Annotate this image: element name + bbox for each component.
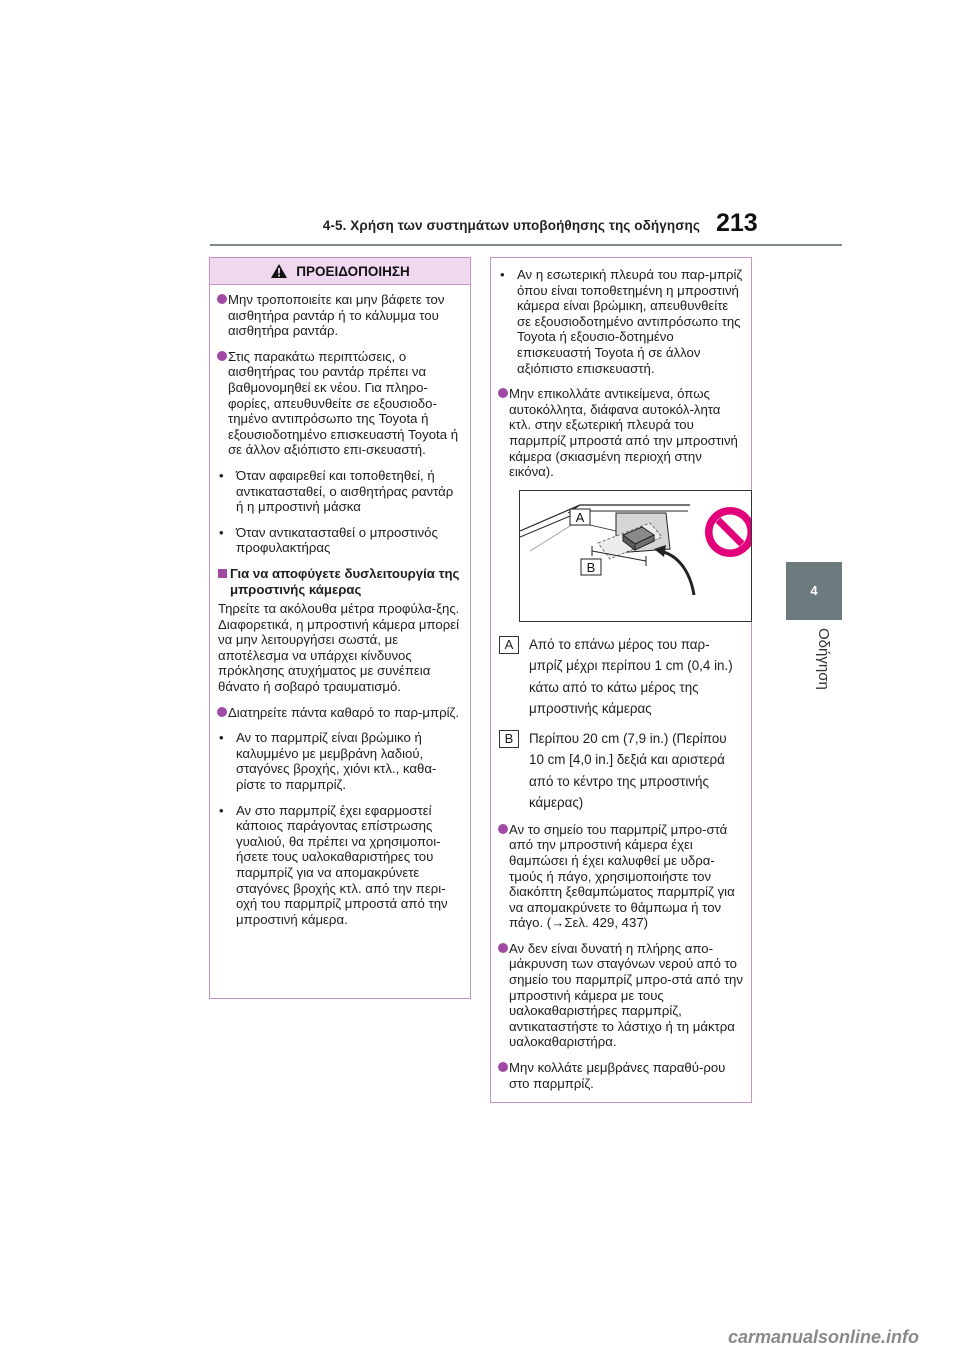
list-item <box>499 941 743 1050</box>
sub-list-item-text: Αν η εσωτερική πλευρά του παρ-μπρίζ όπου είναι τοποθετημένη η μπροστινή κάμερα είναι βρώμικη, απευθυνθείτε σε εξουσιοδοτημένο αντιπρόσωπο της Toyota ή εξουσιο-δοτημένο επισκευαστή Toyota ή σε άλλον αξιόπιστο επισκευαστή. <box>517 267 743 376</box>
bullet-dot-icon <box>217 707 227 717</box>
bullet-dot-icon <box>498 388 508 398</box>
bullet-dot-icon <box>498 943 508 953</box>
footer-watermark: carmanualsonline.info <box>728 1327 920 1347</box>
list-item-text: Μην επικολλάτε αντικείμενα, όπως αυτοκόλλητα, διάφανα αυτοκόλ-λητα κτλ. στην εξωτερική πλευρά του παρμπρίζ μπροστά από την μπροστινή κάμερα (σκιασμένη περιοχή στην εικόνα). <box>509 386 738 480</box>
bullet-dot-icon <box>498 824 508 834</box>
sub-list-item: • Όταν αντικατασταθεί ο μπροστινός προφυλακτήρας <box>219 524 438 556</box>
list-item <box>218 292 462 339</box>
windshield-illustration <box>520 491 751 621</box>
list-item-text: Αν το σημείο του παρμπρίζ μπρο-στά από την μπροστινή κάμερα έχει θαμπώσει ή έχει καλυφθεί με υδρα-τμούς ή πάγο, χρησιμοποιήστε τον διακόπτη ξεθαμπώματος παρμπρίζ για να απομακρύνετε το θάμπωμα ή τον πάγο. (→Σελ. 429, 437) <box>509 821 735 931</box>
square-bullet-icon <box>218 569 227 578</box>
sub-list-item: • Αν στο παρμπρίζ έχει εφαρμοστεί κάποιος παράγοντας επίστρωσης γυαλιού, θα πρέπει να χρησιμοποι-ήσετε τους υαλοκαθαριστήρες του παρμπρίζ για να απομακρύνετε σταγόνες βροχής κτλ. από την περι-οχή του παρμπρίζ μπροστά από την μπροστινή κάμερα. <box>219 802 448 927</box>
windshield-camera-figure <box>519 490 752 622</box>
figure-label-b: B <box>586 559 596 575</box>
bullet-dot-icon <box>217 351 227 361</box>
intro-line: Τηρείτε τα ακόλουθα μέτρα προφύλα-ξης. <box>218 601 460 617</box>
note-text: Από το επάνω μέρος του παρ-μπρίζ μέχρι περίπου 1 cm (0,4 in.) κάτω από το κάτω μέρος της μπροστινής κάμερας <box>529 636 733 717</box>
note-text: Περίπου 20 cm (7,9 in.) (Περίπου 10 cm [4,0 in.] δεξιά και αριστερά από το κέντρο της μπροστινής κάμερας) <box>529 730 727 811</box>
sub-list-item-text: Όταν αφαιρεθεί και τοποθετηθεί, ή αντικατασταθεί, ο αισθητήρας ραντάρ ή η μπροστινή μάσκα <box>236 467 454 515</box>
note-label-a: A <box>499 636 519 654</box>
chapter-name: Οδήγηση <box>815 628 832 690</box>
intro-line: Διαφορετικά, η μπροστινή κάμερα μπορεί να μην λειτουργήσει σωστά, με αποτέλεσμα να υπάρχει κίνδυνος πρόκλησης ατυχήματος με συνέπεια θάνατο ή σοβαρό τραυματισμό. <box>218 616 460 695</box>
header-divider <box>210 244 842 246</box>
sub-list-item: • Αν το παρμπρίζ είναι βρώμικο ή καλυμμένο με μεμβράνη λαδιού, σταγόνες βροχής, χιόνι κτλ., καθα-ρίστε το παρμπρίζ. <box>219 730 437 793</box>
list-item-text: Μην τροποποιείτε και μην βάφετε τον αισθητήρα ραντάρ ή το κάλυμμα του αισθητήρα ραντάρ. <box>228 292 445 339</box>
warning-content <box>210 285 470 927</box>
chapter-tab[interactable]: 4 <box>786 562 842 620</box>
sub-list-item: • Αν η εσωτερική πλευρά του παρ-μπρίζ όπου είναι τοποθετημένη η μπροστινή κάμερα είναι βρώμικη, απευθυνθείτε σε εξουσιοδοτημένο αντιπρόσωπο της Toyota ή εξουσιο-δοτημένο επισκευαστή Toyota ή σε άλλον αξιόπιστο επισκευαστή. <box>500 267 743 376</box>
list-item <box>499 386 743 480</box>
list-item-text: Μην κολλάτε μεμβράνες παραθύ-ρου στο παρμπρίζ. <box>509 1060 726 1091</box>
warning-box-continued <box>490 257 752 1103</box>
list-item <box>499 822 743 931</box>
camera-subheading <box>218 566 462 597</box>
warning-triangle-icon <box>270 263 288 279</box>
page-number: 213 <box>716 209 758 237</box>
warning-header <box>210 258 470 285</box>
list-item-text: Αν δεν είναι δυνατή η πλήρης απο-μάκρυνση των σταγόνων νερού από το σημείο του παρμπρίζ μπρο-στά από την μπροστινή κάμερα με τους υαλοκαθαριστήρες παρμπρίζ, αντικαταστήστε το λάστιχο ή τη μάκτρα υαλοκαθαριστήρα. <box>509 940 743 1050</box>
bullet-dot-icon <box>498 1062 508 1072</box>
intro-paragraph <box>218 601 462 695</box>
sub-list-item-text: Αν το παρμπρίζ είναι βρώμικο ή καλυμμένο με μεμβράνη λαδιού, σταγόνες βροχής, χιόνι κτλ., καθα-ρίστε το παρμπρίζ. <box>236 730 437 793</box>
list-item-text: Διατηρείτε πάντα καθαρό το παρ-μπρίζ. <box>228 704 459 720</box>
figure-label-a: A <box>575 509 585 525</box>
list-item <box>499 1060 743 1091</box>
subheading-text: Για να αποφύγετε δυσλειτουργία της μπροστινής κάμερας <box>230 565 460 597</box>
bullet-dot-icon <box>217 294 227 304</box>
prohibition-icon <box>705 507 751 557</box>
sub-list-item-text: Όταν αντικατασταθεί ο μπροστινός προφυλακτήρας <box>236 524 438 556</box>
warning-box <box>209 257 471 999</box>
section-title: 4-5. Χρήση των συστημάτων υποβοήθησης της οδήγησης <box>322 218 700 233</box>
sub-list-item-text: Αν στο παρμπρίζ έχει εφαρμοστεί κάποιος παράγοντας επίστρωσης γυαλιού, θα πρέπει να χρησιμοποι-ήσετε τους υαλοκαθαριστήρες του παρμπρίζ για να απομακρύνετε σταγόνες βροχής κτλ. από την περι-οχή του παρμπρίζ μπροστά από την μπροστινή κάμερα. <box>236 802 448 927</box>
warning-content-continued <box>491 258 751 1091</box>
warning-heading: ΠΡΟΕΙΔΟΠΟΙΗΣΗ <box>296 263 410 279</box>
list-item-text: Στις παρακάτω περιπτώσεις, ο αισθητήρας του ραντάρ πρέπει να βαθμονομηθεί εκ νέου. Για πληρο-φορίες, απευθυνθείτε σε εξουσιοδο-τημένο αντιπρόσωπο της Toyota ή εξουσιοδοτημένο επισκευαστή Toyota ή σε άλλον αξιόπιστο επι-σκευαστή. <box>228 348 459 458</box>
list-item <box>218 349 462 458</box>
list-item <box>218 705 462 721</box>
figure-note-b <box>499 728 743 814</box>
sub-list-item: • Όταν αφαιρεθεί και τοποθετηθεί, ή αντικατασταθεί, ο αισθητήρας ραντάρ ή η μπροστινή μάσκα <box>219 467 454 515</box>
note-label-b: B <box>499 730 519 748</box>
figure-note-a <box>499 634 743 720</box>
